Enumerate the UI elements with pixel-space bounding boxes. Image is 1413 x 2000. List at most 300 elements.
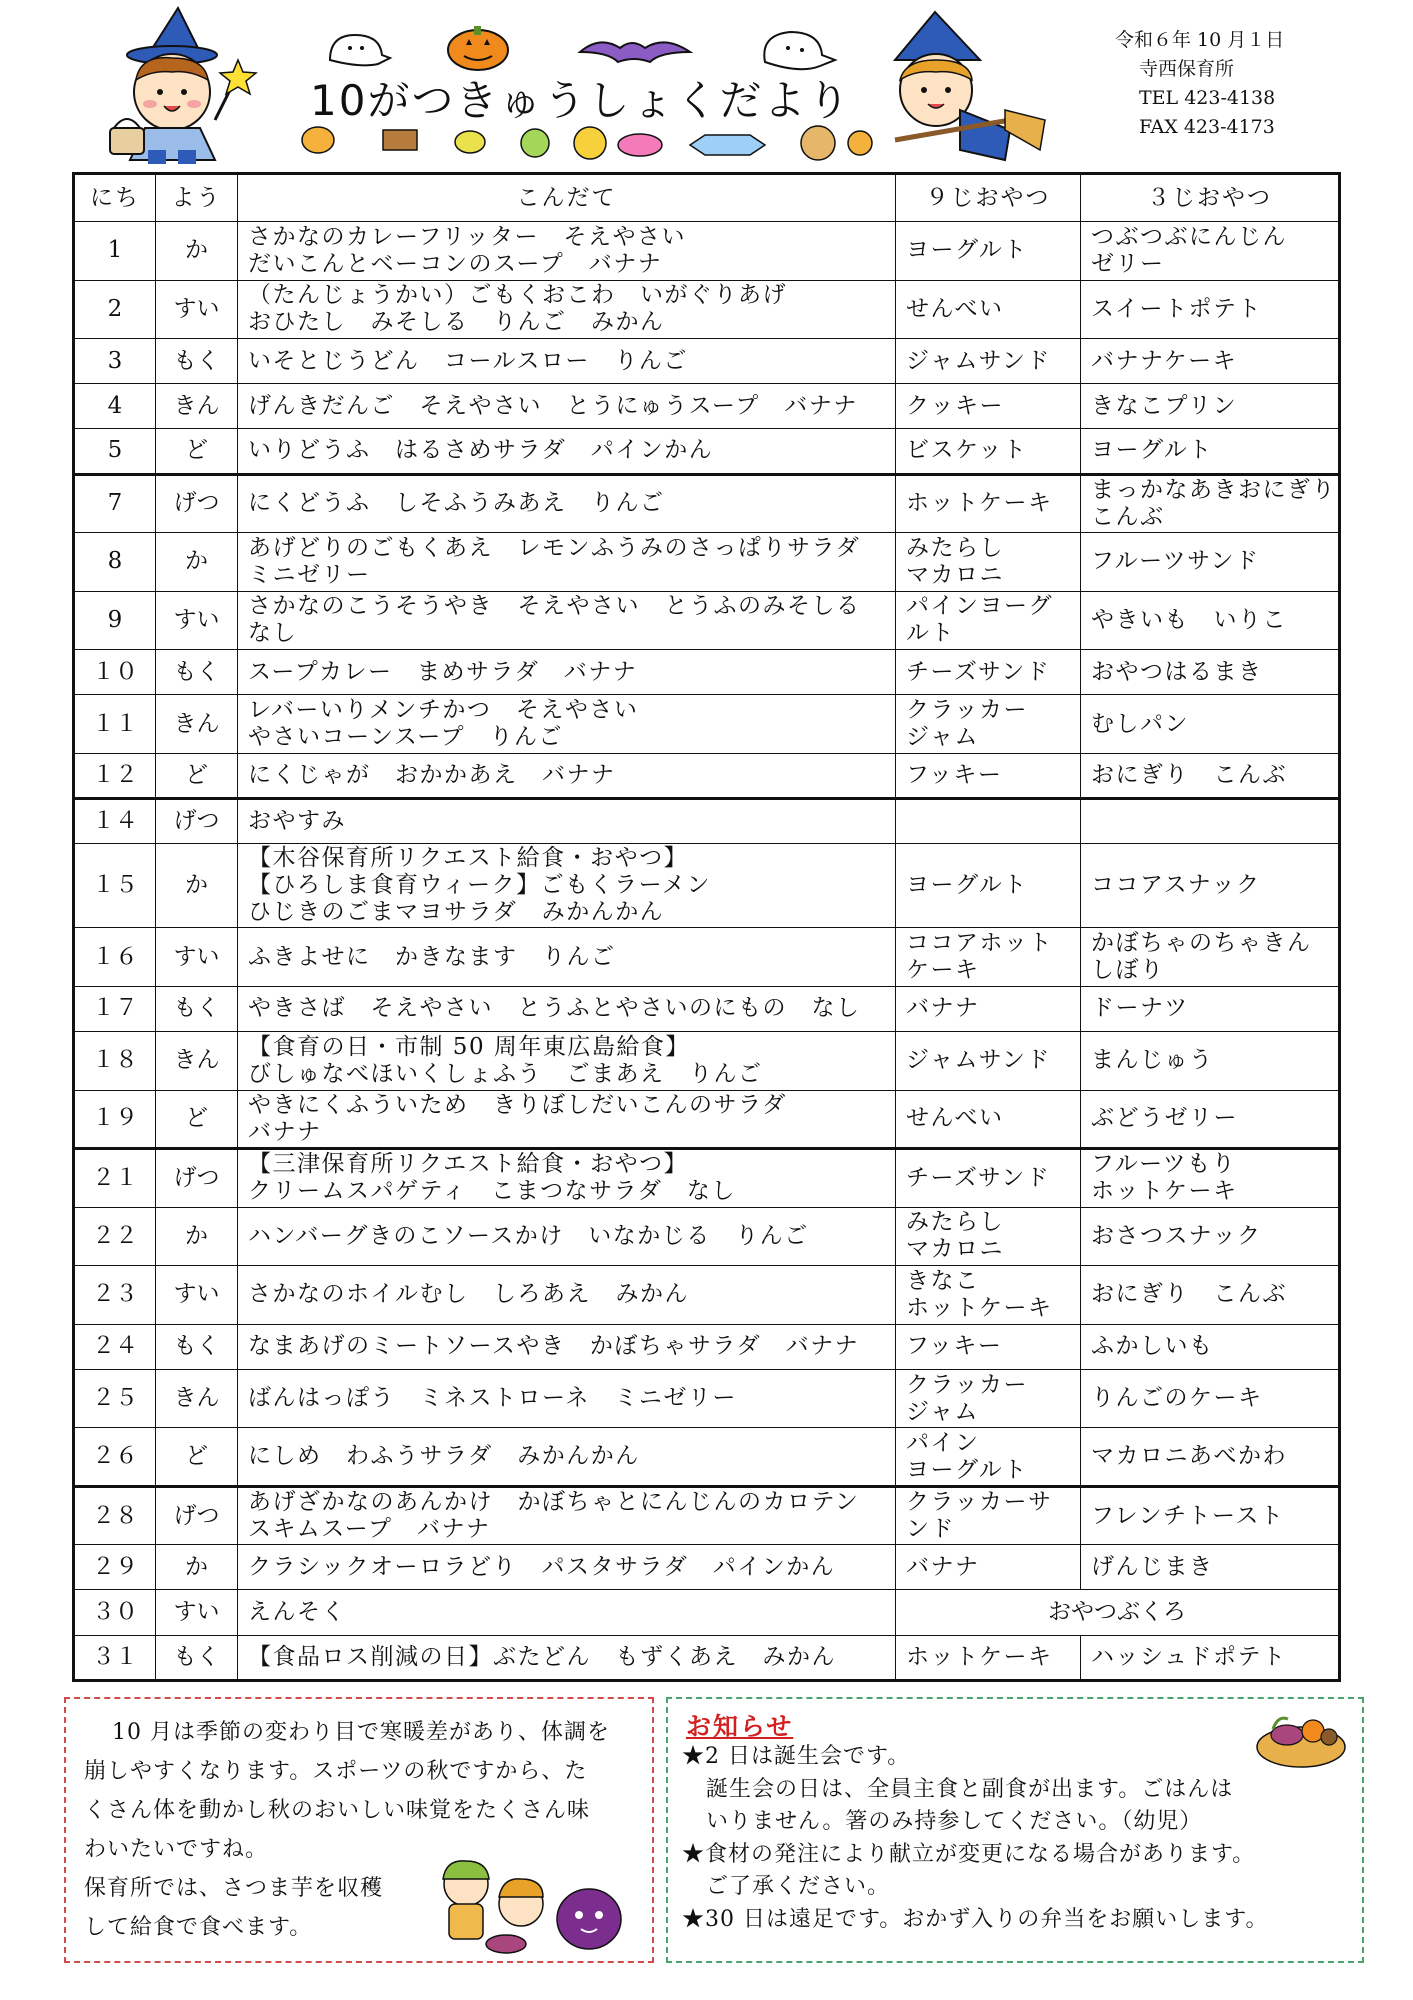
cell-line: クラシックオーロラどり パスタサラダ パインかん xyxy=(248,1553,836,1580)
weekday-cell: ど xyxy=(156,1090,238,1149)
weekday-cell: すい xyxy=(156,591,238,650)
afternoon-snack-cell xyxy=(1081,1635,1340,1680)
morning-snack-cell xyxy=(896,222,1081,281)
cell-line: クッキー xyxy=(906,392,1004,419)
cell-line: ホットケーキ xyxy=(906,490,1053,517)
message-line: 保育所では、さつま芋を収穫 xyxy=(84,1876,384,1901)
table-row xyxy=(74,986,1340,1031)
bat-icon xyxy=(580,42,690,62)
weekday-cell: もく xyxy=(156,1635,238,1680)
morning-snack-cell xyxy=(896,1635,1081,1680)
afternoon-snack-cell xyxy=(1081,1266,1340,1325)
cell-line: おにぎり こんぶ xyxy=(1091,1281,1287,1308)
afternoon-snack-cell xyxy=(1081,1369,1340,1428)
afternoon-snack-cell xyxy=(1081,533,1340,592)
day-cell: 2 xyxy=(74,280,156,339)
notice-box xyxy=(666,1697,1364,1963)
day-cell: ２８ xyxy=(74,1486,156,1545)
cell-line: おやつはるまき xyxy=(1091,658,1263,685)
menu-cell xyxy=(238,986,896,1031)
afternoon-snack-cell xyxy=(1081,1032,1340,1091)
morning-snack-cell xyxy=(896,1090,1081,1149)
cell-line: 【三津保育所リクエスト給食・おやつ】 xyxy=(248,1151,689,1178)
cell-line: 【食品ロス削減の日】ぶたどん もずくあえ みかん xyxy=(248,1643,836,1670)
fax-number: FAX 423-4173 xyxy=(1139,116,1275,138)
cell-line: ゼリー xyxy=(1091,250,1165,277)
notice-line: ★30 日は遠足です。おかず入りの弁当をお願いします。 xyxy=(682,1906,1269,1932)
day-cell: ２９ xyxy=(74,1545,156,1590)
table-row xyxy=(74,1090,1340,1149)
cell-line: ジャムサンド xyxy=(906,347,1051,374)
afternoon-snack-cell xyxy=(1081,1545,1340,1590)
morning-snack-cell xyxy=(896,429,1081,474)
cell-line: ホットケーキ xyxy=(1091,1178,1238,1205)
day-cell: 7 xyxy=(74,474,156,533)
cell-line: パイン xyxy=(906,1429,980,1456)
cell-line: ヨーグルト xyxy=(906,237,1028,264)
morning-snack-cell xyxy=(896,339,1081,384)
day-cell: ２１ xyxy=(74,1149,156,1208)
weekday-cell: すい xyxy=(156,928,238,987)
cell-line: いりどうふ はるさめサラダ パインかん xyxy=(248,437,714,464)
header xyxy=(0,0,1413,170)
weekday-cell: もく xyxy=(156,986,238,1031)
menu-cell xyxy=(238,1266,896,1325)
day-cell: １０ xyxy=(74,650,156,695)
cell-line: フルーツもり xyxy=(1091,1151,1237,1178)
notice-line: ★食材の発注により献立が変更になる場合があります。 xyxy=(682,1841,1256,1867)
afternoon-snack-cell xyxy=(1081,384,1340,429)
morning-snack-cell xyxy=(896,1369,1081,1428)
notice-line: いりません。箸のみ持参してください。（幼児） xyxy=(706,1809,1203,1834)
morning-snack-cell xyxy=(896,474,1081,533)
cell-line: ふきよせに かきなます りんご xyxy=(248,943,616,970)
weekday-cell: きん xyxy=(156,1032,238,1091)
nursery-name: 寺西保育所 xyxy=(1139,58,1235,80)
cell-line: ふかしいも xyxy=(1091,1333,1214,1360)
notice-line: ご了承ください。 xyxy=(706,1874,891,1899)
cell-line: みたらし xyxy=(906,534,1004,561)
morning-snack-cell xyxy=(896,753,1081,798)
cell-line: マカロニ xyxy=(906,561,1004,588)
cell-line: フレンチトースト xyxy=(1091,1502,1285,1529)
menu-cell xyxy=(238,1149,896,1208)
cell-line: おさつスナック xyxy=(1091,1222,1262,1249)
cell-line: ハッシュドポテト xyxy=(1091,1643,1287,1670)
cell-line: ンド xyxy=(906,1516,955,1543)
day-cell: ２５ xyxy=(74,1369,156,1428)
cell-line: ケーキ xyxy=(906,957,980,984)
morning-snack-cell xyxy=(896,798,1081,843)
cell-line: バナナ xyxy=(906,1553,980,1580)
table-row xyxy=(74,339,1340,384)
cell-line: （たんじょうかい）ごもくおこわ いがぐりあげ xyxy=(248,282,787,309)
table-row xyxy=(74,1486,1340,1545)
day-cell: １８ xyxy=(74,1032,156,1091)
table-row xyxy=(74,1369,1340,1428)
cell-line: ココアスナック xyxy=(1091,872,1261,899)
ghost-icon xyxy=(330,35,390,65)
afternoon-snack-cell xyxy=(1081,1428,1340,1487)
afternoon-snack-cell xyxy=(1081,1207,1340,1266)
cell-line: みたらし xyxy=(906,1209,1004,1236)
cell-line: フッキー xyxy=(906,761,1003,788)
table-header-row xyxy=(74,174,1340,222)
weekday-cell: か xyxy=(156,533,238,592)
table-row xyxy=(74,1032,1340,1091)
cell-line: おやすみ xyxy=(248,808,346,835)
weekday-cell: すい xyxy=(156,1266,238,1325)
weekday-cell: もく xyxy=(156,1324,238,1369)
menu-cell xyxy=(238,429,896,474)
header-weekday: よう xyxy=(156,174,238,222)
afternoon-snack-cell xyxy=(1081,798,1340,843)
menu-cell xyxy=(238,1369,896,1428)
cell-line: びしゅなべほいくしょふう ごまあえ りんご xyxy=(248,1060,763,1087)
morning-snack-cell xyxy=(896,533,1081,592)
afternoon-snack-cell xyxy=(1081,928,1340,987)
table-row xyxy=(74,844,1340,928)
day-cell: １７ xyxy=(74,986,156,1031)
cell-line: にくどうふ しそふうみあえ りんご xyxy=(248,490,665,517)
cell-line: スープカレー まめサラダ バナナ xyxy=(248,658,638,685)
menu-cell xyxy=(238,222,896,281)
table-row xyxy=(74,1149,1340,1208)
day-cell: １９ xyxy=(74,1090,156,1149)
morning-snack-cell xyxy=(896,1266,1081,1325)
cell-line: レバーいりメンチかつ そえやさい xyxy=(248,697,639,724)
issue-date: 令和６年 10 月１日 xyxy=(1115,29,1285,51)
day-cell: 8 xyxy=(74,533,156,592)
morning-snack-cell xyxy=(896,1324,1081,1369)
message-line: 崩しやすくなります。スポーツの秋ですから、た xyxy=(84,1759,588,1784)
afternoon-snack-cell xyxy=(1081,339,1340,384)
cell-line: にしめ わふうサラダ みかんかん xyxy=(248,1443,640,1470)
cell-line: やきにくふういため きりぼしだいこんのサラダ xyxy=(248,1091,787,1118)
morning-snack-cell xyxy=(896,1486,1081,1545)
nursery-info xyxy=(1115,26,1284,142)
notice-line: 誕生会の日は、全員主食と副食が出ます。ごはんは xyxy=(706,1776,1234,1802)
cell-line: クラッカー xyxy=(906,1371,1029,1398)
menu-cell xyxy=(238,1486,896,1545)
cell-line: えんそく xyxy=(248,1599,346,1626)
header-day: にち xyxy=(74,174,156,222)
table-row xyxy=(74,591,1340,650)
day-cell: 1 xyxy=(74,222,156,281)
weekday-cell: きん xyxy=(156,1369,238,1428)
afternoon-snack-cell xyxy=(1081,986,1340,1031)
cell-line: クリームスパゲティ こまつなサラダ なし xyxy=(248,1178,736,1205)
message-line: くさん体を動かし秋のおいしい味覚をたくさん味 xyxy=(84,1798,591,1823)
day-cell: １２ xyxy=(74,753,156,798)
witch-boy-illustration xyxy=(110,8,256,164)
day-cell: ３１ xyxy=(74,1635,156,1680)
cell-line: ジャム xyxy=(906,1398,980,1425)
cell-line: せんべい xyxy=(906,1105,1004,1132)
menu-cell xyxy=(238,844,896,928)
afternoon-snack-cell xyxy=(1081,280,1340,339)
morning-snack-cell xyxy=(896,1032,1081,1091)
weekday-cell: もく xyxy=(156,650,238,695)
morning-snack-cell xyxy=(896,986,1081,1031)
menu-cell xyxy=(238,1545,896,1590)
weekday-cell: ど xyxy=(156,1428,238,1487)
page-title: 10がつきゅうしょくだより xyxy=(310,76,852,125)
cell-line: クラッカーサ xyxy=(906,1489,1053,1516)
afternoon-snack-cell xyxy=(1081,1324,1340,1369)
cell-line: ドーナツ xyxy=(1091,995,1189,1022)
cell-line: ルト xyxy=(906,620,955,647)
weekday-cell: もく xyxy=(156,339,238,384)
pumpkin-icon xyxy=(448,26,508,70)
cell-line: マカロニあべかわ xyxy=(1091,1443,1287,1470)
day-cell: 4 xyxy=(74,384,156,429)
weekday-cell: げつ xyxy=(156,798,238,843)
menu-cell xyxy=(238,1428,896,1487)
day-cell: ２６ xyxy=(74,1428,156,1487)
menu-cell xyxy=(238,533,896,592)
cell-line: むしパン xyxy=(1091,710,1189,737)
weekday-cell: げつ xyxy=(156,1149,238,1208)
cell-line: スイートポテト xyxy=(1091,295,1263,322)
table-row xyxy=(74,429,1340,474)
table-row xyxy=(74,1590,1340,1635)
message-line: わいたいですね。 xyxy=(84,1837,269,1862)
cell-line: ひじきのごまマヨサラダ みかんかん xyxy=(248,899,665,926)
menu-cell xyxy=(238,591,896,650)
afternoon-snack-cell xyxy=(1081,474,1340,533)
cell-line: パインヨーグ xyxy=(906,593,1053,620)
cell-line: さかなのホイルむし しろあえ みかん xyxy=(248,1281,689,1308)
weekday-cell: すい xyxy=(156,1590,238,1635)
table-row xyxy=(74,695,1340,754)
cell-line: フルーツサンド xyxy=(1091,548,1260,575)
sweet-potato-harvest-illustration xyxy=(421,1849,651,1961)
menu-cell xyxy=(238,695,896,754)
table-row xyxy=(74,533,1340,592)
cell-line: かぼちゃのちゃきん xyxy=(1091,930,1312,957)
harvest-basket-illustration xyxy=(1253,1705,1349,1771)
day-cell: 9 xyxy=(74,591,156,650)
table-row xyxy=(74,222,1340,281)
afternoon-snack-cell xyxy=(1081,753,1340,798)
cell-line: げんじまき xyxy=(1091,1553,1214,1580)
menu-table-body xyxy=(74,222,1340,1681)
cell-line: まんじゅう xyxy=(1091,1047,1214,1074)
morning-snack-cell xyxy=(896,844,1081,928)
cell-line: ジャムサンド xyxy=(906,1047,1051,1074)
day-cell: １４ xyxy=(74,798,156,843)
menu-cell xyxy=(238,1324,896,1369)
morning-snack-cell xyxy=(896,384,1081,429)
table-row xyxy=(74,650,1340,695)
day-cell: 5 xyxy=(74,429,156,474)
table-row xyxy=(74,280,1340,339)
menu-table xyxy=(72,172,1341,1682)
cell-line: なまあげのミートソースやき かぼちゃサラダ バナナ xyxy=(248,1333,860,1360)
cell-line: ビスケット xyxy=(906,437,1028,464)
morning-snack-cell xyxy=(896,1149,1081,1208)
morning-snack-cell xyxy=(896,1207,1081,1266)
morning-snack-cell xyxy=(896,695,1081,754)
header-morning-snack: ９じおやつ xyxy=(896,174,1081,222)
afternoon-snack-cell xyxy=(1081,844,1340,928)
morning-snack-cell xyxy=(896,928,1081,987)
monthly-message-box xyxy=(64,1697,654,1963)
table-row xyxy=(74,928,1340,987)
day-cell: １１ xyxy=(74,695,156,754)
day-cell: １６ xyxy=(74,928,156,987)
menu-cell xyxy=(238,384,896,429)
cell-line: ばんはっぽう ミネストローネ ミニゼリー xyxy=(248,1385,737,1411)
weekday-cell: げつ xyxy=(156,474,238,533)
cell-line: クラッカー xyxy=(906,697,1029,724)
afternoon-snack-cell xyxy=(1081,1090,1340,1149)
morning-snack-cell xyxy=(896,1428,1081,1487)
menu-cell xyxy=(238,1635,896,1680)
menu-cell xyxy=(238,280,896,339)
cell-line: フッキー xyxy=(906,1333,1003,1360)
cell-line: ハンバーグきのこソースかけ いなかじる りんご xyxy=(248,1222,809,1249)
weekday-cell: きん xyxy=(156,384,238,429)
table-row xyxy=(74,474,1340,533)
cell-line: バナナ xyxy=(906,995,980,1022)
menu-cell xyxy=(238,339,896,384)
cell-line: やきさば そえやさい とうふとやさいのにもの なし xyxy=(248,995,861,1022)
cell-line: ジャム xyxy=(906,724,980,751)
table-row xyxy=(74,1266,1340,1325)
table-row xyxy=(74,1635,1340,1680)
cell-line: だいこんとベーコンのスープ バナナ xyxy=(248,250,663,277)
cell-line: ヨーグルト xyxy=(906,872,1028,899)
menu-cell xyxy=(238,650,896,695)
menu-cell xyxy=(238,928,896,987)
notice-line: ★2 日は誕生会です。 xyxy=(682,1744,911,1769)
sweets-row xyxy=(302,126,872,160)
menu-cell xyxy=(238,1090,896,1149)
cell-line: チーズサンド xyxy=(906,658,1051,685)
day-cell: ２４ xyxy=(74,1324,156,1369)
cell-line: ホットケーキ xyxy=(906,1294,1053,1321)
afternoon-snack-cell xyxy=(1081,1149,1340,1208)
cell-line: つぶつぶにんじん xyxy=(1091,223,1287,250)
notice-title: お知らせ xyxy=(686,1712,794,1741)
header-afternoon-snack: ３じおやつ xyxy=(1081,174,1340,222)
cell-line: さかなのこうそうやき そえやさい とうふのみそしる xyxy=(248,593,861,620)
day-cell: 3 xyxy=(74,339,156,384)
menu-cell xyxy=(238,1590,896,1635)
menu-cell xyxy=(238,1032,896,1091)
weekday-cell: げつ xyxy=(156,1486,238,1545)
cell-line: 【ひろしま食育ウィーク】ごもくラーメン xyxy=(248,872,711,899)
afternoon-snack-cell xyxy=(1081,591,1340,650)
morning-snack-cell xyxy=(896,280,1081,339)
cell-line: さかなのカレーフリッター そえやさい xyxy=(248,223,687,250)
cell-line: バナナケーキ xyxy=(1091,347,1238,374)
day-cell: ３０ xyxy=(74,1590,156,1635)
afternoon-snack-cell xyxy=(1081,695,1340,754)
day-cell: １５ xyxy=(74,844,156,928)
day-cell: ２３ xyxy=(74,1266,156,1325)
cell-line: おひたし みそしる りんご みかん xyxy=(248,309,665,336)
notice-lines xyxy=(682,1741,1268,1936)
cell-line: ヨーグルト xyxy=(1091,437,1213,464)
cell-line: まっかなあきおにぎり xyxy=(1091,476,1336,503)
message-line: して給食で食べます。 xyxy=(84,1915,313,1940)
table-row xyxy=(74,1428,1340,1487)
cell-line: あげどりのごもくあえ レモンふうみのさっぱりサラダ xyxy=(248,534,861,561)
menu-cell xyxy=(238,1207,896,1266)
afternoon-snack-cell xyxy=(1081,1486,1340,1545)
menu-cell xyxy=(238,753,896,798)
cell-line: 【食育の日・市制 50 周年東広島給食】 xyxy=(248,1033,690,1060)
cell-line: マカロニ xyxy=(906,1236,1004,1263)
cell-line: りんごのケーキ xyxy=(1091,1385,1263,1411)
cell-line: げんきだんご そえやさい とうにゅうスープ バナナ xyxy=(248,392,858,419)
cell-line: いそとじうどん コールスロー りんご xyxy=(248,347,688,374)
cell-line: ミニゼリー xyxy=(248,561,371,588)
menu-cell xyxy=(238,798,896,843)
weekday-cell: きん xyxy=(156,695,238,754)
cell-line: スキムスープ バナナ xyxy=(248,1516,491,1543)
tel-number: TEL 423-4138 xyxy=(1139,87,1276,109)
cell-line: やさいコーンスープ りんご xyxy=(248,724,564,751)
cell-line: しぼり xyxy=(1091,957,1165,984)
cell-line: ココアホット xyxy=(906,930,1053,957)
message-line: 10 月は季節の変わり目で寒暖差があり、体調を xyxy=(112,1720,610,1745)
header-menu: こんだて xyxy=(238,174,896,222)
morning-snack-cell xyxy=(896,650,1081,695)
weekday-cell: か xyxy=(156,1207,238,1266)
cell-line: にくじゃが おかかあえ バナナ xyxy=(248,761,616,788)
cell-line: チーズサンド xyxy=(906,1164,1051,1191)
weekday-cell: ど xyxy=(156,429,238,474)
weekday-cell: か xyxy=(156,1545,238,1590)
snack-merged-cell: おやつぶくろ xyxy=(896,1590,1340,1635)
afternoon-snack-cell xyxy=(1081,429,1340,474)
table-row xyxy=(74,1207,1340,1266)
cell-line: やきいも いりこ xyxy=(1091,606,1287,633)
cell-line: なし xyxy=(248,620,297,647)
weekday-cell: すい xyxy=(156,280,238,339)
table-row xyxy=(74,798,1340,843)
morning-snack-cell xyxy=(896,591,1081,650)
cell-line: ぶどうゼリー xyxy=(1091,1105,1238,1132)
cell-line: おにぎり こんぶ xyxy=(1091,761,1287,788)
weekday-cell: か xyxy=(156,844,238,928)
table-row xyxy=(74,384,1340,429)
menu-cell xyxy=(238,474,896,533)
weekday-cell: ど xyxy=(156,753,238,798)
cell-line: せんべい xyxy=(906,295,1004,322)
morning-snack-cell xyxy=(896,1545,1081,1590)
cell-line: ヨーグルト xyxy=(906,1456,1028,1483)
cell-line: ホットケーキ xyxy=(906,1643,1053,1670)
cell-line: きなこプリン xyxy=(1091,392,1238,419)
cell-line: 【木谷保育所リクエスト給食・おやつ】 xyxy=(248,845,689,872)
cell-line: あげざかなのあんかけ かぼちゃとにんじんのカロテン xyxy=(248,1489,860,1516)
table-row xyxy=(74,1324,1340,1369)
cell-line: バナナ xyxy=(248,1118,322,1145)
cell-line: きなこ xyxy=(906,1267,980,1294)
day-cell: ２２ xyxy=(74,1207,156,1266)
table-row xyxy=(74,753,1340,798)
witch-girl-illustration xyxy=(895,12,1045,160)
cell-line: こんぶ xyxy=(1091,503,1165,530)
table-row xyxy=(74,1545,1340,1590)
weekday-cell: か xyxy=(156,222,238,281)
ghost-icon-2 xyxy=(764,32,835,69)
